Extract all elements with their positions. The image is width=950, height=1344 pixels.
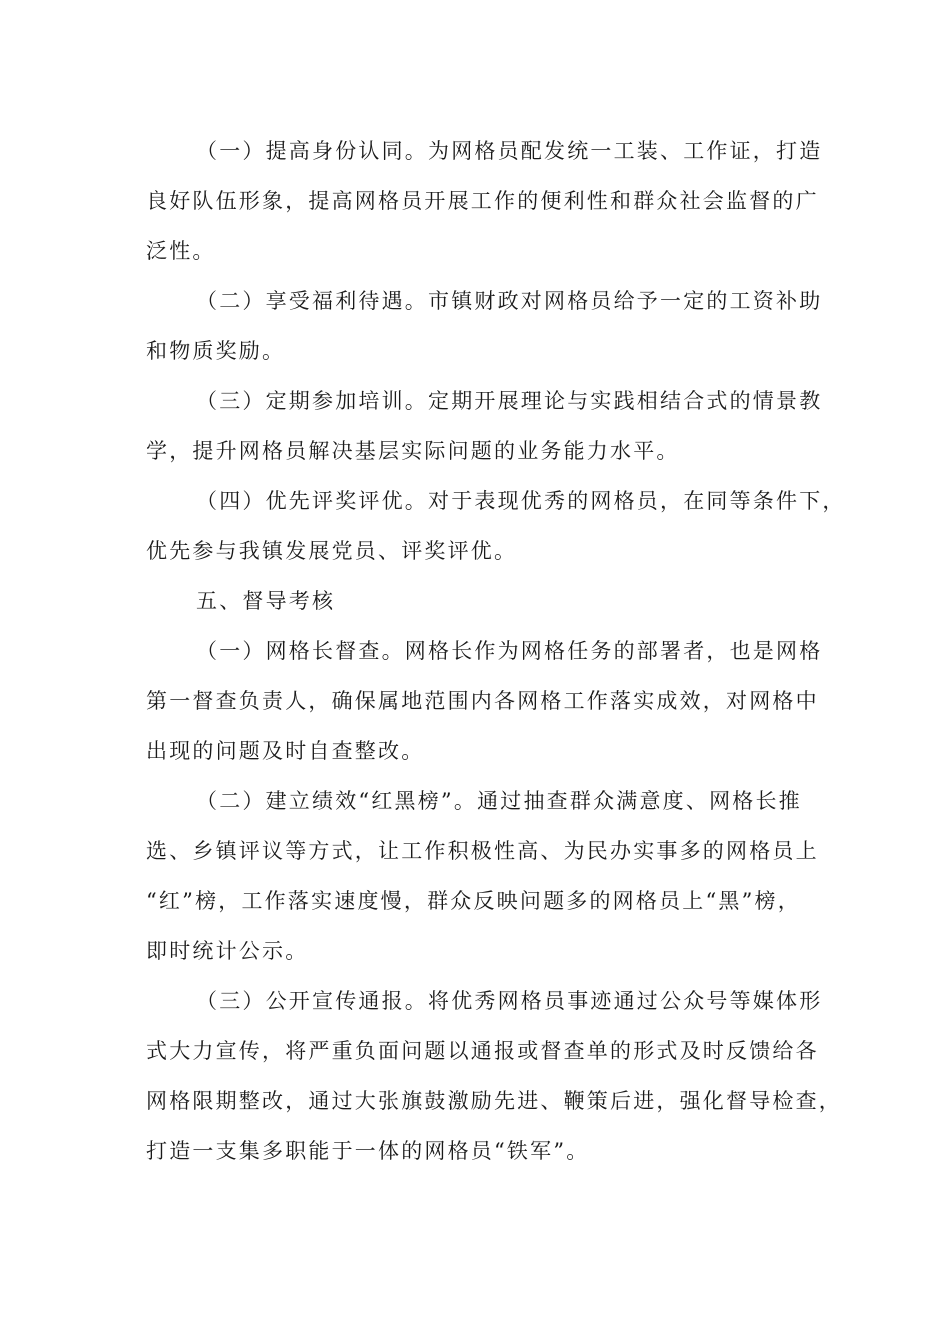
paragraph-3-line-1: （三）定期参加培训。定期开展理论与实践相结合式的情景教 [196, 389, 823, 413]
paragraph-7-line-3: 网格限期整改，通过大张旗鼓激励先进、鞭策后进，强化督导检查， [146, 1089, 842, 1113]
paragraph-2-line-2: 和物质奖励。 [146, 339, 286, 363]
paragraph-3-line-2: 学，提升网格员解决基层实际问题的业务能力水平。 [146, 439, 680, 463]
paragraph-6-line-2: 选、乡镇评议等方式，让工作积极性高、为民办实事多的网格员上 [146, 839, 819, 863]
paragraph-6-line-4: 即时统计公示。 [146, 939, 309, 963]
paragraph-5-line-3: 出现的问题及时自查整改。 [146, 739, 425, 763]
paragraph-1-line-2: 良好队伍形象，提高网格员开展工作的便利性和群众社会监督的广 [146, 189, 819, 213]
section-heading: 五、督导考核 [196, 589, 336, 613]
paragraph-7-line-1: （三）公开宣传通报。将优秀网格员事迹通过公众号等媒体形 [196, 989, 823, 1013]
paragraph-5-line-2: 第一督查负责人，确保属地范围内各网格工作落实成效，对网格中 [146, 689, 819, 713]
paragraph-6-line-1: （二）建立绩效“红黑榜”。通过抽查群众满意度、网格长推 [196, 789, 802, 813]
paragraph-1-line-3: 泛性。 [146, 239, 216, 263]
paragraph-7-line-4: 打造一支集多职能于一体的网格员“铁军”。 [146, 1139, 590, 1163]
paragraph-7-line-2: 式大力宣传，将严重负面问题以通报或督查单的形式及时反馈给各 [146, 1039, 819, 1063]
paragraph-5-line-1: （一）网格长督查。网格长作为网格任务的部署者，也是网格 [196, 639, 823, 663]
paragraph-2-line-1: （二）享受福利待遇。市镇财政对网格员给予一定的工资补助 [196, 289, 823, 313]
paragraph-6-line-3: “红”榜，工作落实速度慢，群众反映问题多的网格员上“黑”榜， [146, 889, 801, 913]
paragraph-4-line-2: 优先参与我镇发展党员、评奖评优。 [146, 539, 518, 563]
paragraph-1-line-1: （一）提高身份认同。为网格员配发统一工装、工作证，打造 [196, 139, 823, 163]
paragraph-4-line-1: （四）优先评奖评优。对于表现优秀的网格员，在同等条件下， [196, 489, 846, 513]
